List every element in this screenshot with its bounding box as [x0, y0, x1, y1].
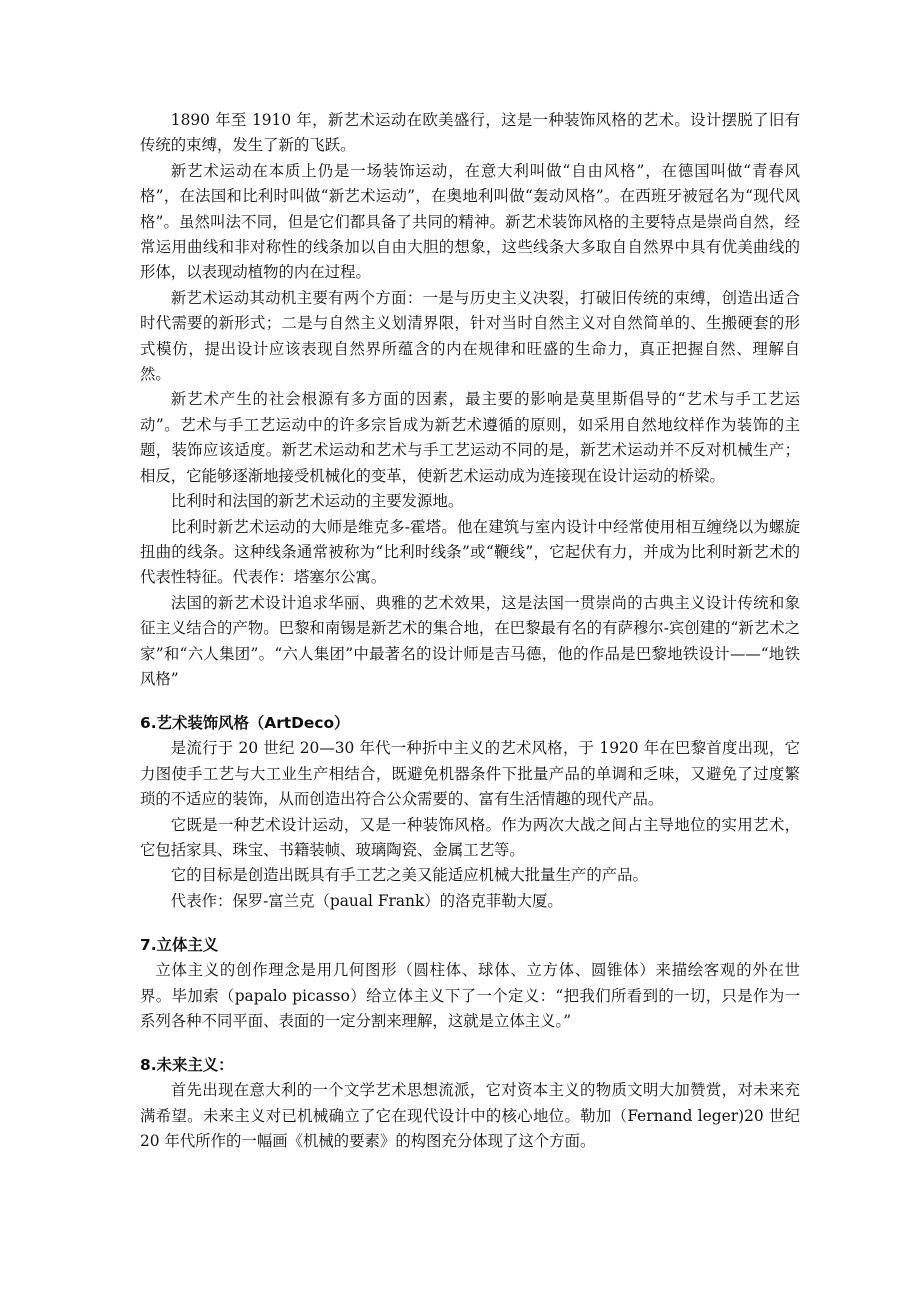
section-spacer	[140, 692, 800, 710]
paragraph: 是流行于 20 世纪 20—30 年代一种折中主义的艺术风格，于 1920 年在巴黎首度出现，它力图使手工艺与大工业生产相结合，既避免机器条件下批量产品的单调和乏味，又避免了过度繁琐的不适应的装饰，从而创造出符合公众需要的、富有生活情趣的现代产品。	[140, 739, 800, 809]
paragraph: 它既是一种艺术设计运动，又是一种装饰风格。作为两次大战之间占主导地位的实用艺术，它包括家具、珠宝、书籍装帧、玻璃陶瓷、金属工艺等。	[140, 815, 800, 859]
section-heading-cubism: 7.立体主义	[140, 936, 219, 955]
paragraph: 比利时新艺术运动的大师是维克多-霍塔。他在建筑与室内设计中经常使用相互缠绕以为螺旋扭曲的线条。这种线条通常被称为“比利时线条”或“鞭线”，它起伏有力，并成为比利时新艺术的代表性特征。代表作：塔塞尔公寓。	[140, 517, 800, 587]
paragraph: 新艺术运动其动机主要有两个方面：一是与历史主义决裂，打破旧传统的束缚，创造出适合时代需要的新形式；二是与自然主义划清界限，针对当时自然主义对自然简单的、生搬硬套的形式模仿，提出设计应该表现自然界所蕴含的内在规律和旺盛的生命力，真正把握自然、理解自然。	[140, 288, 800, 384]
document-page	[140, 108, 800, 1155]
section-heading-art-deco: 6.艺术装饰风格（ArtDeco）	[140, 714, 350, 733]
section-cubism	[140, 932, 800, 1034]
section-spacer	[140, 1034, 800, 1052]
paragraph: 法国的新艺术设计追求华丽、典雅的艺术效果，这是法国一贯崇尚的古典主义设计传统和象征主义结合的产物。巴黎和南锡是新艺术的集合地，在巴黎最有名的有萨穆尔-宾创建的“新艺术之家”和“六人集团”。“六人集团”中最著名的设计师是吉马德，他的作品是巴黎地铁设计——“地铁风格”	[140, 593, 800, 688]
paragraph: 1890 年至 1910 年，新艺术运动在欧美盛行，这是一种装饰风格的艺术。设计摆脱了旧有传统的束缚，发生了新的飞跃。	[140, 111, 800, 155]
section-art-deco	[140, 710, 800, 914]
section-futurism	[140, 1052, 800, 1154]
paragraph: 代表作：保罗-富兰克（paual Frank）的洛克菲勒大厦。	[170, 891, 563, 910]
section-art-nouveau	[140, 108, 800, 692]
paragraph: 首先出现在意大利的一个文学艺术思想流派，它对资本主义的物质文明大加赞赏，对未来充满希望。未来主义对已机械确立了它在现代设计中的核心地位。勒加（Fernand leger)20 世纪 20 年代所作的一幅画《机械的要素》的构图充分体现了这个方面。	[140, 1081, 800, 1151]
paragraph: 新艺术产生的社会根源有多方面的因素，最主要的影响是莫里斯倡导的“艺术与手工艺运动”。艺术与手工艺运动中的许多宗旨成为新艺术遵循的原则，如采用自然地纹样作为装饰的主题，装饰应该适度。新艺术运动和艺术与手工艺运动不同的是，新艺术运动并不反对机械生产；相反，它能够逐渐地接受机械化的变革，使新艺术运动成为连接现在设计运动的桥梁。	[140, 390, 800, 485]
section-spacer	[140, 914, 800, 932]
paragraph: 比利时和法国的新艺术运动的主要发源地。	[170, 492, 464, 511]
paragraph: 立体主义的创作理念是用几何图形（圆柱体、球体、立方体、圆锥体）来描绘客观的外在世界。毕加索（papalo picasso）给立体主义下了一个定义：“把我们所看到的一切，只是作为一系列各种不同平面、表面的一定分割来理解，这就是立体主义。”	[140, 961, 800, 1030]
paragraph: 新艺术运动在本质上仍是一场装饰运动，在意大利叫做“自由风格”，在德国叫做“青春风格”，在法国和比利时叫做“新艺术运动”，在奥地利叫做“轰动风格”。在西班牙被冠名为“现代风格”。虽然叫法不同，但是它们都具备了共同的精神。新艺术装饰风格的主要特点是崇尚自然，经常运用曲线和非对称性的线条加以自由大胆的想象，这些线条大多取自自然界中具有优美曲线的形体，以表现动植物的内在过程。	[140, 161, 800, 282]
paragraph: 它的目标是创造出既具有手工艺之美又能适应机械大批量生产的产品。	[170, 866, 648, 885]
section-heading-futurism: 8.未来主义：	[140, 1056, 234, 1075]
